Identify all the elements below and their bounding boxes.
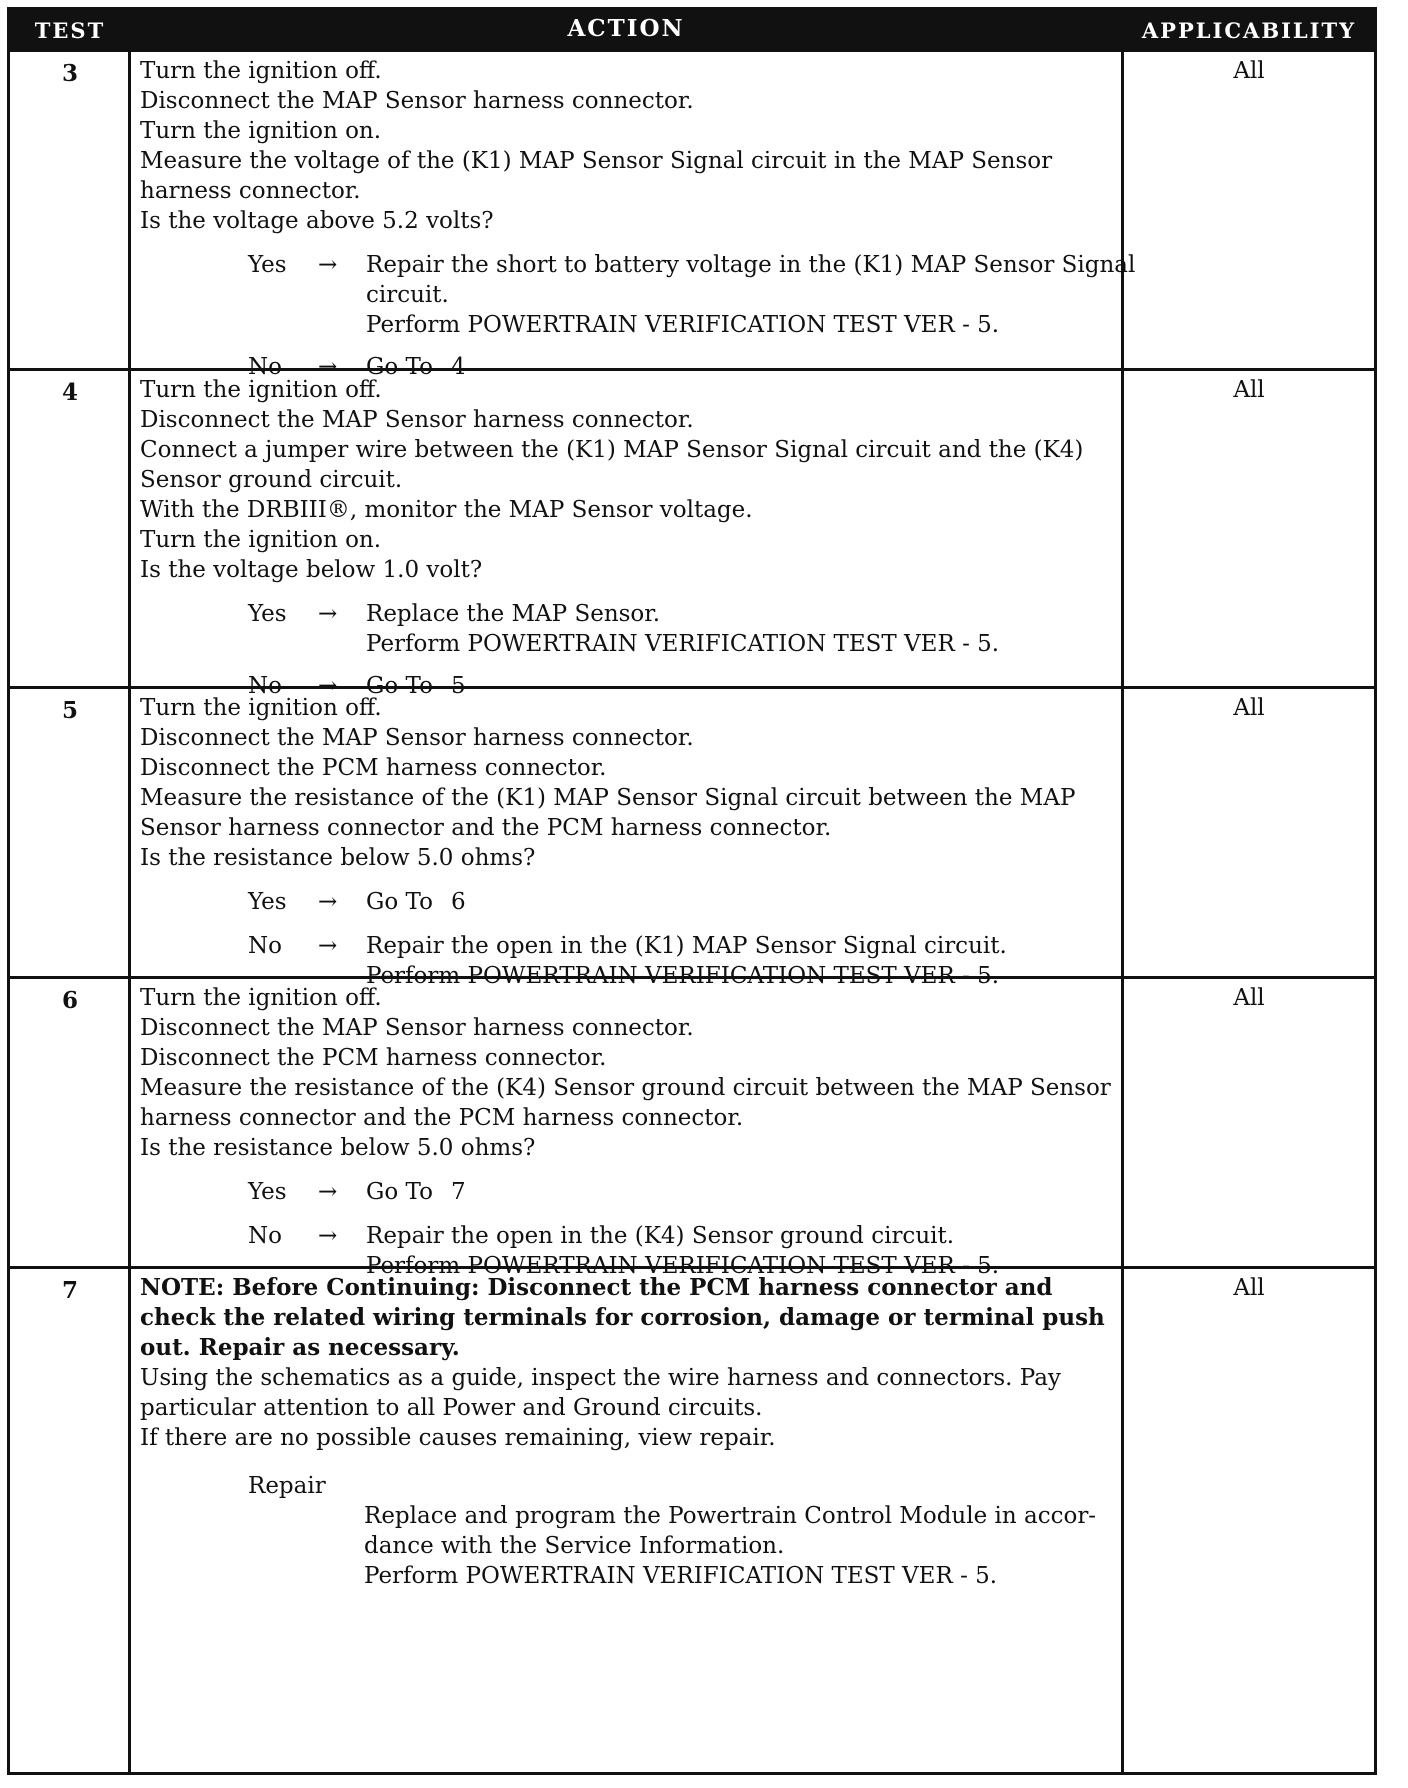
result-line: Perform POWERTRAIN VERIFICATION TEST VER - 5. (366, 631, 1000, 657)
arrow-icon: → (318, 673, 338, 699)
action-line: Sensor harness connector and the PCM harness connector. (140, 815, 832, 841)
table-row-test-6 (10, 976, 1374, 1279)
action-line: Using the schematics as a guide, inspect the wire harness and connectors. Pay (140, 1365, 1061, 1391)
diagnostic-table (7, 7, 1377, 1775)
action-line: Disconnect the MAP Sensor harness connector. (140, 725, 694, 751)
no-label: No (248, 673, 282, 699)
test-number: 6 (61, 987, 78, 1014)
goto-link[interactable]: Go To 6 (366, 889, 466, 915)
arrow-icon: → (318, 889, 338, 915)
action-line: Turn the ignition on. (140, 118, 382, 144)
repair-line: dance with the Service Information. (364, 1533, 785, 1559)
action-line: Disconnect the MAP Sensor harness connector. (140, 1015, 694, 1041)
table-row-test-3 (10, 52, 1374, 380)
action-line: Measure the resistance of the (K4) Sensor ground circuit between the MAP Sensor (140, 1075, 1111, 1101)
goto-link[interactable]: Go To 5 (366, 673, 466, 699)
test-number: 5 (61, 697, 78, 724)
no-label: No (248, 354, 282, 380)
note-line: NOTE: Before Continuing: Disconnect the PCM harness connector and (140, 1274, 1053, 1301)
table-row-test-4 (10, 368, 1374, 699)
yes-branch (140, 250, 1136, 340)
table-row-test-5 (10, 686, 1374, 989)
action-cell (140, 983, 1115, 1281)
action-line: Is the resistance below 5.0 ohms? (140, 1135, 536, 1161)
action-line: Turn the ignition off. (140, 377, 382, 403)
action-line: Sensor ground circuit. (140, 467, 403, 493)
result-line: circuit. (366, 282, 449, 308)
action-line: Is the voltage above 5.2 volts? (140, 208, 494, 234)
header-test: TEST (34, 18, 106, 43)
action-line: Disconnect the MAP Sensor harness connector. (140, 88, 694, 114)
table-row-test-7 (10, 1266, 1374, 1772)
note-line: check the related wiring terminals for corrosion, damage or terminal push (140, 1304, 1105, 1331)
action-line: Is the resistance below 5.0 ohms? (140, 845, 536, 871)
arrow-icon: → (318, 1223, 338, 1249)
yes-label: Yes (248, 252, 287, 278)
test-number: 3 (61, 60, 78, 87)
action-cell (140, 693, 1115, 991)
action-line: If there are no possible causes remaining, view repair. (140, 1425, 776, 1451)
header-applicability: APPLICABILITY (1141, 18, 1357, 43)
action-line: Turn the ignition off. (140, 695, 382, 721)
header-action: ACTION (567, 15, 685, 42)
yes-branch (140, 1177, 1115, 1207)
result-line: Repair the open in the (K1) MAP Sensor Signal circuit. (366, 933, 1007, 959)
result-line: Repair the short to battery voltage in the (K1) MAP Sensor Signal (366, 252, 1136, 278)
action-line: particular attention to all Power and Ground circuits. (140, 1395, 763, 1421)
applicability-value: All (1233, 985, 1265, 1011)
action-line: Disconnect the PCM harness connector. (140, 755, 607, 781)
yes-branch (140, 599, 1115, 659)
arrow-icon: → (318, 601, 338, 627)
action-line: Turn the ignition off. (140, 985, 382, 1011)
repair-line: Perform POWERTRAIN VERIFICATION TEST VER - 5. (364, 1563, 998, 1589)
applicability-value: All (1233, 377, 1265, 403)
action-line: Measure the voltage of the (K1) MAP Sensor Signal circuit in the MAP Sensor (140, 148, 1053, 174)
goto-link[interactable]: Go To 4 (366, 354, 466, 380)
yes-branch (140, 887, 1115, 917)
no-label: No (248, 933, 282, 959)
result-line: Replace the MAP Sensor. (366, 601, 661, 627)
action-line: Is the voltage below 1.0 volt? (140, 557, 483, 583)
test-number: 4 (61, 379, 78, 406)
action-line: Turn the ignition on. (140, 527, 382, 553)
result-line: Perform POWERTRAIN VERIFICATION TEST VER - 5. (366, 963, 1000, 989)
action-line: Turn the ignition off. (140, 58, 382, 84)
result-line: Perform POWERTRAIN VERIFICATION TEST VER - 5. (366, 312, 1000, 338)
note-line: out. Repair as necessary. (140, 1334, 460, 1361)
table-header (10, 10, 1374, 52)
action-line: Connect a jumper wire between the (K1) MAP Sensor Signal circuit and the (K4) (140, 437, 1084, 463)
applicability-value: All (1233, 58, 1265, 84)
action-cell (140, 1273, 1115, 1591)
action-cell (140, 56, 1136, 382)
arrow-icon: → (318, 933, 338, 959)
action-line: harness connector. (140, 178, 361, 204)
applicability-value: All (1233, 1275, 1265, 1301)
action-line: Measure the resistance of the (K1) MAP Sensor Signal circuit between the MAP (140, 785, 1076, 811)
repair-label: Repair (248, 1473, 326, 1499)
action-line: Disconnect the MAP Sensor harness connector. (140, 407, 694, 433)
arrow-icon: → (318, 1179, 338, 1205)
action-line: Disconnect the PCM harness connector. (140, 1045, 607, 1071)
no-label: No (248, 1223, 282, 1249)
applicability-value: All (1233, 695, 1265, 721)
result-line: Repair the open in the (K4) Sensor ground circuit. (366, 1223, 955, 1249)
yes-label: Yes (248, 601, 287, 627)
action-line: harness connector and the PCM harness connector. (140, 1105, 744, 1131)
action-cell (140, 375, 1115, 701)
yes-result (366, 599, 1116, 659)
action-line: With the DRBIII®, monitor the MAP Sensor voltage. (140, 497, 753, 523)
yes-label: Yes (248, 1179, 287, 1205)
yes-result (366, 250, 1136, 340)
repair-instructions (364, 1501, 1114, 1591)
test-number: 7 (61, 1277, 78, 1304)
repair-line: Replace and program the Powertrain Control Module in accor- (364, 1503, 1097, 1529)
result-line: Perform POWERTRAIN VERIFICATION TEST VER - 5. (366, 1253, 1000, 1279)
arrow-icon: → (318, 252, 338, 278)
goto-link[interactable]: Go To 7 (366, 1179, 466, 1205)
yes-label: Yes (248, 889, 287, 915)
arrow-icon: → (318, 354, 338, 380)
